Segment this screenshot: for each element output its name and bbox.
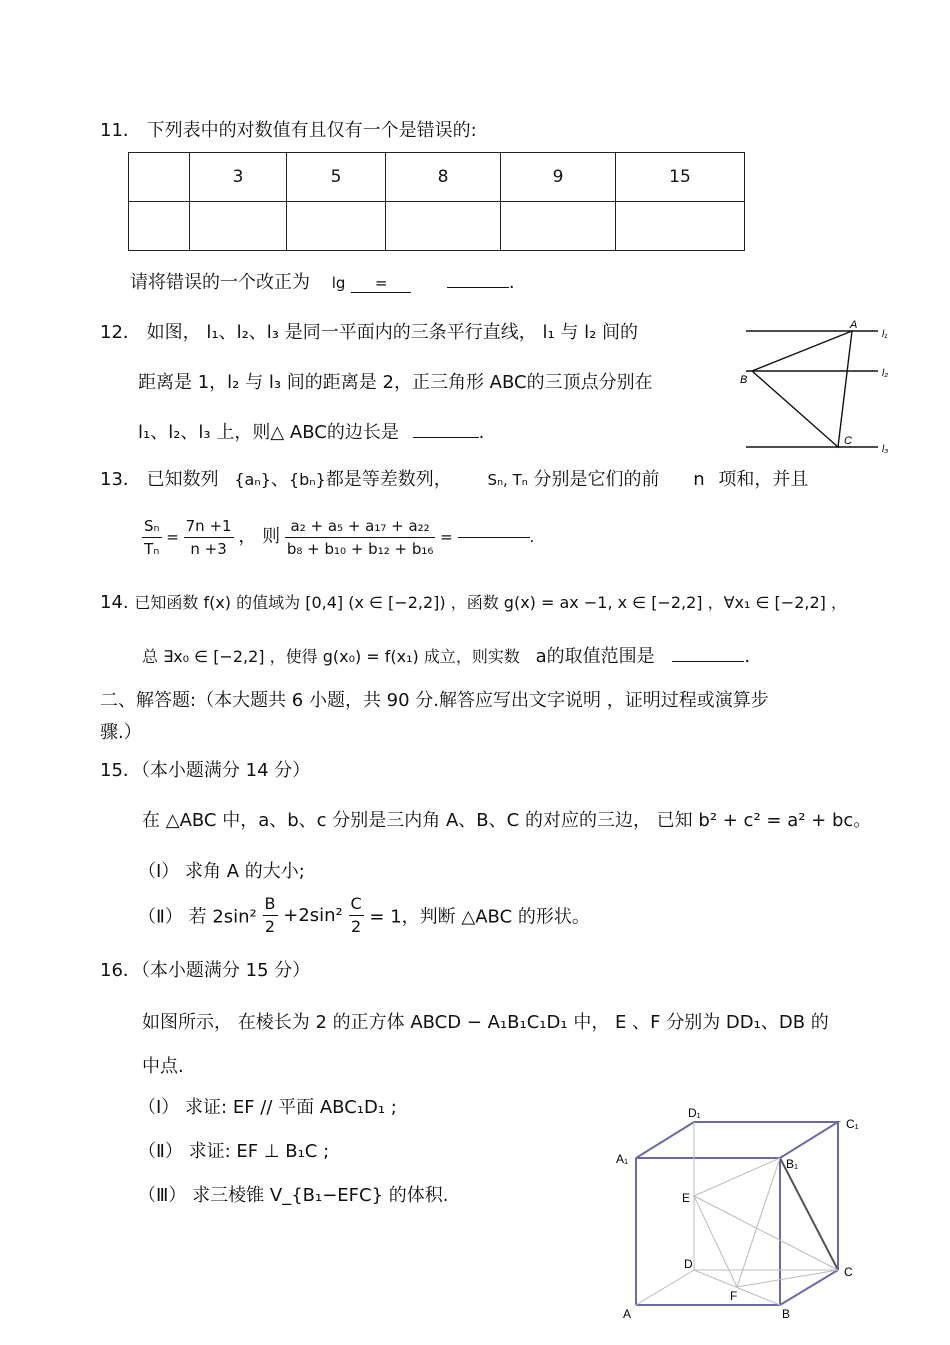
- q15-title: 15．（本小题满分 14 分）: [100, 760, 311, 781]
- cube-figure: [610, 1100, 870, 1325]
- label-a1: A₁: [616, 1152, 629, 1166]
- triangle-abc: [752, 331, 852, 447]
- segment-ef: [694, 1196, 737, 1287]
- q13-sums: Sₙ, Tₙ: [487, 471, 528, 489]
- label-c: C: [844, 435, 852, 447]
- fraction-c-2: [349, 893, 364, 938]
- q13-text-a: 已知数列: [146, 469, 219, 490]
- q16-part3: [138, 1181, 448, 1207]
- label-b: B: [740, 374, 748, 386]
- table-header-cell: 3: [190, 153, 287, 202]
- q15-part2-a: 若 2sin²: [188, 906, 257, 928]
- label-l1: l₁: [882, 329, 888, 340]
- q11-blank-1[interactable]: [351, 274, 411, 293]
- q14-line1: [100, 590, 847, 613]
- fraction-ratio: [184, 515, 234, 560]
- q15-part2-c: = 1，判断 △ABC 的形状。: [369, 906, 590, 928]
- q16-part2-label: （Ⅱ）: [138, 1141, 183, 1162]
- q15-part2-b: +2sin²: [283, 905, 343, 926]
- q11-text: 下列表中的对数值有且仅有一个是错误的:: [146, 120, 477, 141]
- fraction-numerator: a₂ + a₅ + a₁₇ + a₂₂: [285, 515, 436, 538]
- q12-number: 12．: [100, 322, 141, 343]
- q11-stem: [100, 116, 477, 142]
- table-header-cell: 8: [386, 153, 501, 202]
- fraction-numerator: Sₙ: [142, 515, 162, 538]
- table-cell: [501, 202, 616, 251]
- q16-part1-label: （Ⅰ）: [138, 1097, 180, 1118]
- q13-text-b: 都是等差数列，: [325, 469, 452, 490]
- table-header-cell: 15: [616, 153, 745, 202]
- segment-eb1: [694, 1158, 780, 1196]
- fraction-denominator: b₈ + b₁₀ + b₁₂ + b₁₆: [286, 540, 434, 558]
- section2-heading: 二、解答题:（本大题共 6 小题，共 90 分.解答应写出文字说明 ，证明过程或演算步: [100, 690, 769, 711]
- q16-part3-text: 求三棱锥 V_{B₁−EFC} 的体积.: [192, 1185, 449, 1206]
- q13-text-c: 分别是它们的前: [533, 469, 660, 490]
- q12-end: .: [478, 422, 485, 443]
- q12-answer-blank[interactable]: [413, 437, 479, 438]
- label-l2: l₂: [882, 368, 889, 379]
- q11-lg: lg: [331, 274, 346, 292]
- q13-n: n: [693, 469, 705, 490]
- q12-text-1: 如图， l₁、l₂、l₃ 是同一平面内的三条平行直线， l₁ 与 l₂ 间的: [146, 322, 639, 343]
- q16-statement-1: 如图所示， 在棱长为 2 的正方体 ABCD − A₁B₁C₁D₁ 中， E 、F 分别为 DD₁、DB 的: [142, 1012, 829, 1033]
- fraction-denominator: n +3: [190, 540, 227, 558]
- q16-part3-label: （Ⅲ）: [138, 1185, 187, 1206]
- q11-correction: [130, 268, 515, 294]
- label-a: A: [623, 1307, 632, 1321]
- q11-correction-prefix: 请将错误的一个改正为: [130, 272, 310, 293]
- q16-part2-text: 求证: EF ⊥ B₁C ;: [188, 1141, 330, 1162]
- label-d: D: [684, 1257, 693, 1271]
- fraction-sum: [285, 515, 436, 560]
- cube-top-face: [636, 1122, 838, 1158]
- label-c1: C₁: [846, 1117, 859, 1131]
- q11-number: 11．: [100, 120, 141, 141]
- edge-ad: [636, 1270, 694, 1305]
- label-b: B: [782, 1307, 791, 1321]
- q13-sep: 、: [270, 469, 289, 490]
- label-f: F: [730, 1289, 738, 1303]
- q12-line1: [100, 318, 638, 344]
- q13-answer-blank[interactable]: [458, 537, 530, 538]
- log-table: [128, 152, 745, 251]
- q15-part2: [138, 893, 590, 938]
- table-cell: [287, 202, 386, 251]
- fraction-denominator: Tₙ: [144, 540, 160, 558]
- table-cell: [616, 202, 745, 251]
- q15-part1-text: 求角 A 的大小;: [185, 861, 305, 882]
- q16-part1-text: 求证: EF // 平面 ABC₁D₁ ;: [185, 1097, 397, 1118]
- label-c: C: [844, 1265, 853, 1279]
- label-e: E: [682, 1191, 691, 1205]
- table-header-cell: 5: [287, 153, 386, 202]
- q13-seq-b: {bₙ}: [288, 470, 326, 489]
- q15-part1-label: （Ⅰ）: [138, 861, 180, 882]
- table-cell: [386, 202, 501, 251]
- table-cell: [129, 202, 190, 251]
- eq-sign: =: [166, 528, 179, 546]
- segment-ec: [694, 1196, 838, 1270]
- table-row: [129, 202, 745, 251]
- fraction-b-2: [263, 893, 278, 938]
- q15-part1: [138, 857, 305, 883]
- q16-title: 16．（本小题满分 15 分）: [100, 960, 311, 981]
- q12-text-3: l₁、l₂、l₃ 上，则△ ABC的边长是: [138, 422, 399, 443]
- q13-seq-a: {aₙ}: [234, 470, 271, 489]
- segment-b1c: [780, 1158, 838, 1270]
- q13-end: .: [529, 528, 535, 546]
- fraction-denominator: 2: [351, 917, 362, 936]
- q13-formula: [142, 515, 534, 560]
- fraction-numerator: C: [349, 893, 364, 916]
- q12-line2: 距离是 1，l₂ 与 l₃ 间的距离是 2，正三角形 ABC的三顶点分别在: [138, 372, 653, 393]
- parallel-lines-figure: [740, 316, 900, 458]
- q16-statement-2: 中点.: [142, 1056, 184, 1077]
- q14-answer-blank[interactable]: [672, 661, 744, 662]
- q15-part2-label: （Ⅱ）: [138, 906, 183, 928]
- q13-text-d: 项和，并且: [718, 469, 809, 490]
- q16-part2: [138, 1137, 329, 1163]
- q16-part1: [138, 1093, 397, 1119]
- table-header-cell: 9: [501, 153, 616, 202]
- q13-then: ， 则: [238, 526, 281, 547]
- q14-text-2b: 的取值范围是: [546, 646, 655, 667]
- q14-line2: [142, 642, 750, 668]
- q11-blank-2[interactable]: [447, 287, 509, 288]
- table-header-cell: [129, 153, 190, 202]
- label-d1: D₁: [688, 1106, 701, 1120]
- fraction-denominator: 2: [264, 917, 276, 936]
- segment-fb1: [737, 1158, 780, 1287]
- label-l3: l₃: [882, 444, 889, 455]
- fraction-numerator: B: [263, 893, 278, 916]
- q14-a: a: [535, 646, 547, 667]
- label-b1: B₁: [786, 1157, 799, 1171]
- eq-sign: =: [440, 528, 453, 546]
- table-row: [129, 153, 745, 202]
- q14-end: .: [744, 646, 751, 667]
- q14-number: 14.: [100, 592, 129, 613]
- q13-number: 13．: [100, 469, 141, 490]
- label-a: A: [850, 319, 858, 331]
- section2-heading-cont: 骤.）: [100, 722, 142, 743]
- table-cell: [190, 202, 287, 251]
- q14-text-2a: 总 ∃x₀ ∈ [−2,2] ，使得 g(x₀) = f(x₁) 成立，则实数: [142, 647, 520, 666]
- q13-line1: [100, 465, 808, 491]
- q11-end: .: [508, 272, 515, 293]
- fraction-numerator: 7n +1: [184, 515, 234, 538]
- q14-text-1: 已知函数 f(x) 的值域为 [0,4] (x ∈ [−2,2]) ，函数 g(x) = ax −1, x ∈ [−2,2] ，∀x₁ ∈ [−2,2] ，: [134, 593, 847, 612]
- q11-eq: =: [374, 274, 388, 292]
- q15-statement: 在 △ABC 中，a、b、c 分别是三内角 A、B、C 的对应的三边， 已知 b² + c² = a² + bc。: [142, 810, 872, 831]
- q12-line3: [138, 418, 484, 444]
- fraction-s-t: [142, 515, 162, 560]
